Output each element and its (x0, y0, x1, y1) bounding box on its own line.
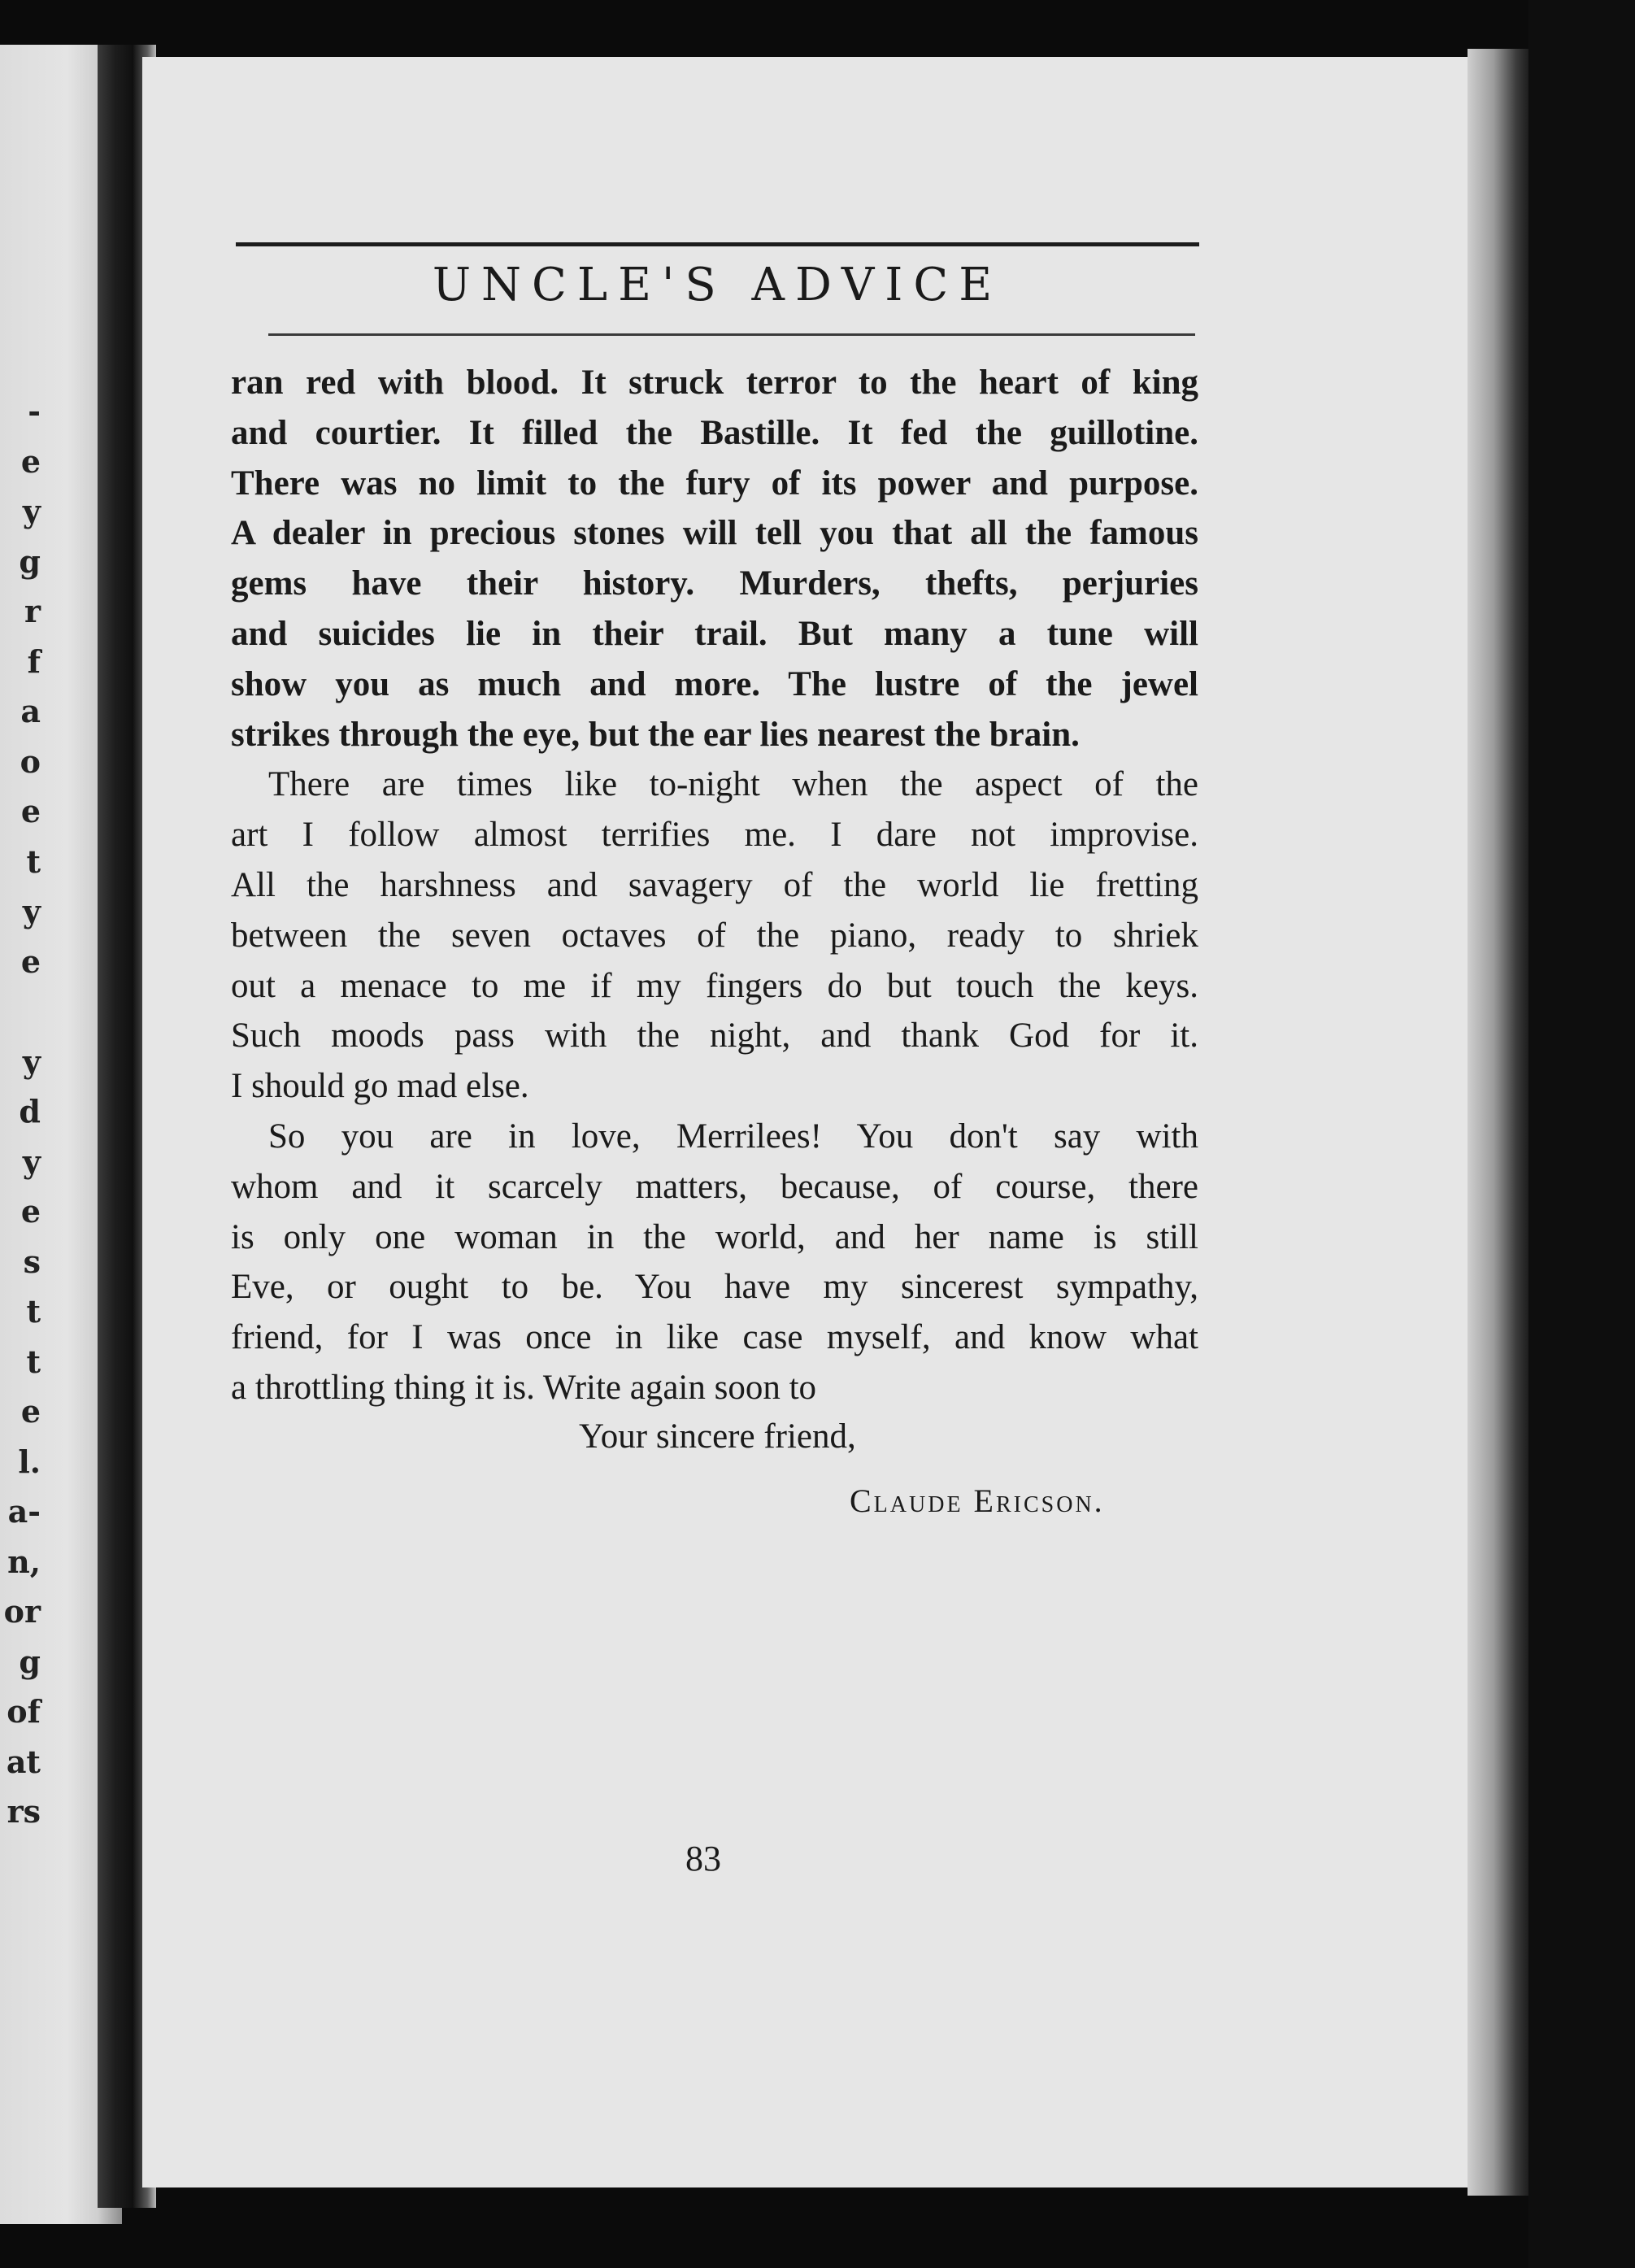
text-line: strikes through the eye, but the ear lies nearest the brain. (231, 715, 1080, 754)
left-page-fragment: y (22, 1143, 41, 1180)
left-page-fragment: a- (7, 1493, 41, 1530)
left-page-fragment: rs (7, 1793, 41, 1830)
left-page-fragment: a (20, 693, 41, 729)
text-line: So you are in love, Merrilees! You don't say with (268, 1117, 1198, 1156)
text-line: out a menace to me if my fingers do but touch the keys. (231, 966, 1198, 1005)
text-line: a throttling thing it is. Write again soon to (231, 1368, 817, 1407)
text-line: gems have their history. Murders, thefts, perjuries (231, 564, 1198, 603)
left-page-fragment: e (20, 1393, 41, 1430)
left-page-fragment: d (19, 1093, 41, 1130)
left-page-fragment: e (20, 442, 41, 480)
text-line: is only one woman in the world, and her name is still (231, 1217, 1198, 1256)
letter-closing: Your sincere friend, (579, 1417, 856, 1456)
left-page-fragment: or (3, 1593, 41, 1630)
text-line: whom and it scarcely matters, because, of course, there (231, 1167, 1198, 1206)
left-page-fragment: r (24, 593, 41, 629)
left-page-fragment: s (23, 1243, 41, 1280)
right-margin-dark (1528, 0, 1635, 2268)
left-page-fragment: e (20, 942, 41, 980)
header-rule-bottom (268, 333, 1195, 336)
left-page-fragment (0, 986, 41, 1037)
text-line: and suicides lie in their trail. But many a tune will (231, 614, 1198, 653)
text-line: art I follow almost terrifies me. I dare not improvise. (231, 816, 1198, 855)
left-page-fragment: o (20, 742, 41, 780)
text-line: Such moods pass with the night, and thank God for it. (231, 1016, 1198, 1056)
text-line: I should go mad else. (231, 1067, 529, 1106)
left-page-fragment: of (7, 1693, 41, 1730)
left-page-fragments (0, 386, 41, 1837)
text-line: between the seven octaves of the piano, ready to shriek (231, 916, 1198, 955)
text-line: friend, for I was once in like case myself, and know what (231, 1318, 1198, 1357)
text-line: Eve, or ought to be. You have my sincerest sympathy, (231, 1268, 1198, 1307)
left-page-fragment: t (26, 1293, 41, 1330)
left-page-fragment: f (27, 642, 41, 680)
left-page-fragment: y (22, 893, 41, 929)
left-page-fragment: t (26, 1343, 41, 1380)
text-line: There was no limit to the fury of its power and purpose. (231, 464, 1198, 503)
left-page-fragment: l. (18, 1443, 41, 1480)
left-page-fragment: at (6, 1743, 41, 1780)
text-line: show you as much and more. The lustre of the jewel (231, 664, 1198, 703)
text-line: A dealer in precious stones will tell you that all the famous (231, 514, 1198, 553)
left-page-fragment: y (22, 493, 41, 529)
body-text (231, 358, 1198, 1413)
header-rule-top (236, 242, 1199, 246)
text-line: All the harshness and savagery of the world lie fretting (231, 865, 1198, 904)
text-line: and courtier. It filled the Bastille. It fed the guillotine. (231, 413, 1198, 452)
left-page-fragment: - (28, 393, 41, 429)
page-edge-shadow (1468, 49, 1533, 2196)
left-page-fragment: e (20, 1193, 41, 1230)
running-head: UNCLE'S ADVICE (432, 259, 1003, 311)
page-number: 83 (685, 1839, 721, 1878)
left-page-fragment: y (22, 1043, 41, 1080)
left-page-fragment: t (26, 842, 41, 880)
text-line: ran red with blood. It struck terror to the heart of king (231, 363, 1198, 402)
left-page-fragment: e (20, 793, 41, 829)
left-page-fragment: n, (7, 1543, 41, 1580)
text-line: There are times like to-night when the aspect of the (268, 765, 1198, 804)
letter-signature: Claude Ericson. (850, 1482, 1105, 1519)
left-page-fragment: g (19, 1643, 41, 1680)
left-page-fragment: g (19, 542, 41, 580)
